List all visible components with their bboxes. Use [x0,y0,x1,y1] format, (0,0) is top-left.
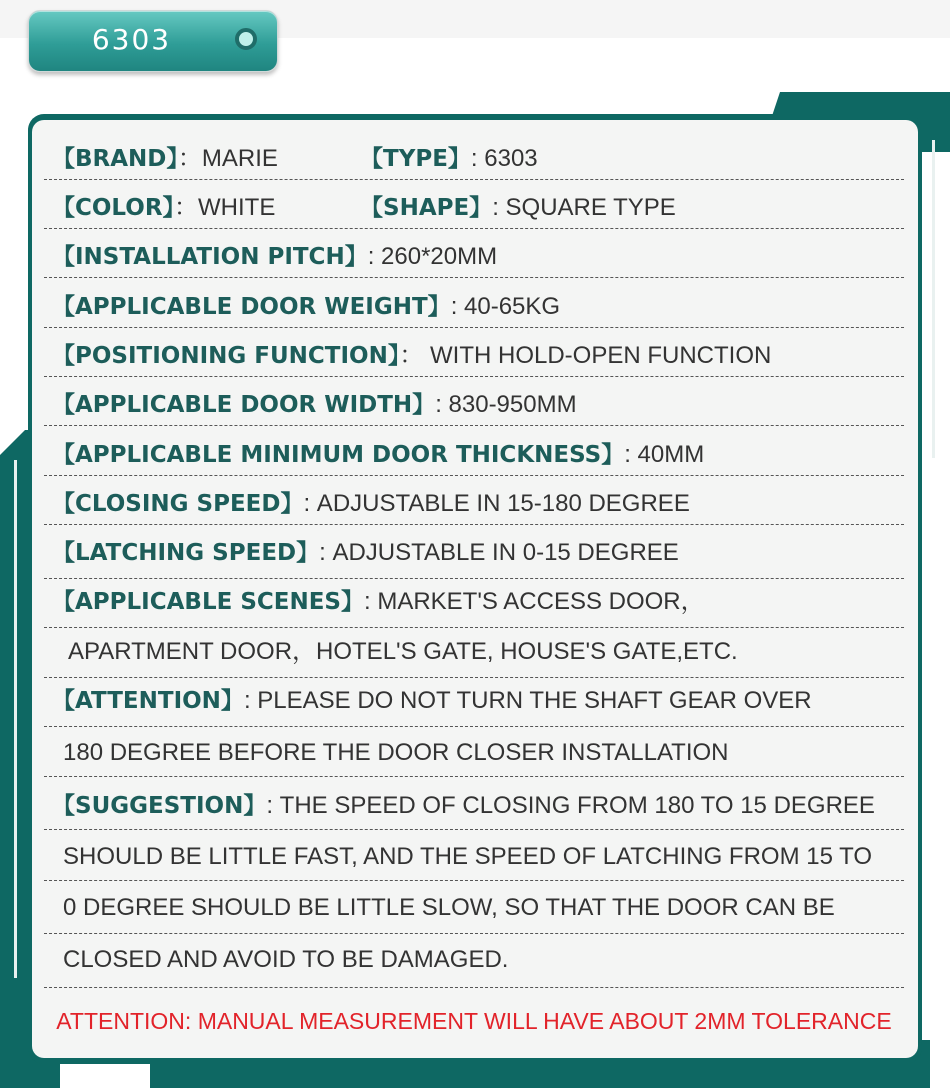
positioning-value: ： WITH HOLD-OPEN FUNCTION [399,342,772,369]
positioning-label: 【POSITIONING FUNCTION】 [52,343,400,369]
shape-label: 【SHAPE】 [360,195,493,221]
side-decor-line-right [932,140,935,458]
pitch-value: : 260*20MM [367,243,498,270]
side-decor-line-left [14,460,17,978]
tolerance-note: ATTENTION: MANUAL MEASUREMENT WILL HAVE ABOUT 2MM TOLERANCE [56,1008,892,1034]
width-label: 【APPLICABLE DOOR WIDTH】 [52,392,436,418]
latching-label: 【LATCHING SPEED】 [52,540,320,566]
color-value: ：WHITE [174,194,276,221]
spec-row-closing-speed [44,489,904,525]
closing-label: 【CLOSING SPEED】 [52,491,304,517]
model-badge [28,10,278,72]
color-label: 【COLOR】 [52,195,175,221]
spec-row-latching-speed [44,538,904,579]
brand-label: 【BRAND】 [52,146,178,172]
shape-value: : SQUARE TYPE [492,194,676,221]
closing-value: : ADJUSTABLE IN 15-180 DEGREE [303,490,690,517]
pitch-label: 【INSTALLATION PITCH】 [52,244,368,270]
spec-row-suggestion [44,791,904,830]
attention-line2: 180 DEGREE BEFORE THE DOOR CLOSER INSTALLATION [63,739,729,766]
type-label: 【TYPE】 [360,146,471,172]
scenes-line2: APARTMENT DOOR，HOTEL'S GATE, HOUSE'S GATE,ETC. [68,638,738,665]
latching-value: : ADJUSTABLE IN 0-15 DEGREE [319,539,679,566]
brand-value: ：MARIE [177,145,278,172]
scenes-value: : MARKET'S ACCESS DOOR， [364,588,705,615]
attention-value: : PLEASE DO NOT TURN THE SHAFT GEAR OVER [243,687,812,714]
spec-row-thickness [44,440,904,476]
suggestion-line3: 0 DEGREE SHOULD BE LITTLE SLOW, SO THAT THE DOOR CAN BE [63,894,835,921]
spec-row-attention-cont [44,738,904,777]
model-title: 6303 [91,23,172,56]
suggestion-value: : THE SPEED OF CLOSING FROM 180 TO 15 DEGREE [266,792,875,819]
spec-row-positioning [44,341,904,377]
spec-row-pitch [44,242,904,278]
spec-row-suggestion-cont-1 [44,842,904,881]
thickness-label: 【APPLICABLE MINIMUM DOOR THICKNESS】 [52,442,625,468]
spec-row-brand-type [44,144,904,180]
attention-label: 【ATTENTION】 [52,688,244,714]
weight-value: : 40-65KG [450,293,561,320]
spec-row-suggestion-cont-3 [44,945,904,988]
badge-dot-icon [235,28,257,50]
spec-row-weight [44,292,904,328]
spec-row-scenes-cont [44,637,904,678]
spec-row-color-shape [44,193,904,229]
suggestion-line2: SHOULD BE LITTLE FAST, AND THE SPEED OF LATCHING FROM 15 TO [63,843,873,870]
spec-row-suggestion-cont-2 [44,893,904,934]
spec-row-scenes [44,587,904,628]
width-value: : 830-950MM [435,391,577,418]
type-value: : 6303 [470,145,538,172]
thickness-value: : 40MM [624,441,705,468]
weight-label: 【APPLICABLE DOOR WEIGHT】 [52,294,451,320]
scenes-label: 【APPLICABLE SCENES】 [52,589,364,615]
spec-row-width [44,390,904,426]
suggestion-label: 【SUGGESTION】 [52,793,267,819]
spec-row-attention [44,686,904,727]
suggestion-line4: CLOSED AND AVOID TO BE DAMAGED. [63,946,509,973]
